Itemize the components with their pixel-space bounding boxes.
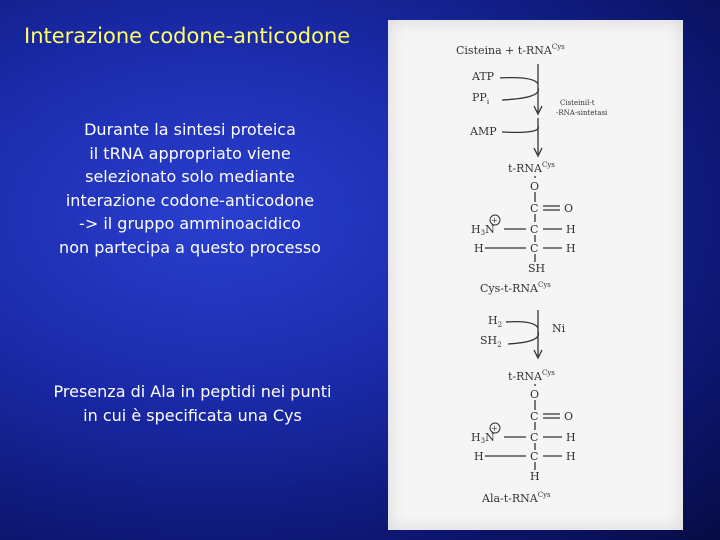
ppi-label: $PP_i$ — [472, 91, 490, 106]
reaction-scheme-svg — [388, 20, 683, 530]
alpha-hydrogen-1: H — [566, 223, 576, 236]
trna-label-1: $t-RNA^{Cys}$ — [508, 161, 555, 175]
explanation-paragraph: Durante la sintesi proteica il tRNA appropriato viene selezionato solo mediante interazione codone-anticodone -> il gruppo amminoacidico non partecipa a questo processo — [59, 120, 321, 257]
beta-carbon-1: C — [530, 242, 539, 255]
atp-label: ATP — [472, 70, 495, 83]
positive-charge-1: + — [491, 216, 498, 225]
atp-curve — [500, 78, 538, 84]
reaction-scheme-figure — [388, 20, 683, 530]
amp-curve — [502, 126, 538, 132]
h2-label: $H_2$ — [488, 314, 503, 329]
h2-curve — [506, 322, 538, 328]
amino-group-1: H3N — [471, 223, 495, 237]
beta-hydrogen-bottom: H — [530, 470, 540, 483]
carbonyl-oxygen-2: O — [564, 410, 574, 423]
ester-oxygen-1: O — [530, 180, 540, 193]
consequence-paragraph: Presenza di Ala in peptidi nei punti in cui è specificata una Cys — [53, 382, 332, 425]
sh2-curve — [508, 332, 538, 344]
alpha-carbon-1: C — [530, 223, 539, 236]
alpha-hydrogen-2: H — [566, 431, 576, 444]
nickel-catalyst-label: Ni — [552, 322, 566, 335]
amino-group-2: H3N — [471, 431, 495, 445]
cys-trna-label: Cys-$t-RNA^{Cys}$ — [480, 281, 551, 295]
beta-carbon-2: C — [530, 450, 539, 463]
positive-charge-2: + — [491, 424, 498, 433]
ala-trna-label: Ala-$t-RNA^{Cys}$ — [482, 491, 551, 505]
amp-label: AMP — [470, 125, 497, 138]
carbonyl-carbon-2: C — [530, 410, 539, 423]
enzyme-label-line1: Cisteinil-t — [560, 99, 595, 107]
beta-hydrogen-left-1: H — [474, 242, 484, 255]
thiol-group: SH — [528, 262, 546, 275]
beta-hydrogen-right-2: H — [566, 450, 576, 463]
beta-hydrogen-right-1: H — [566, 242, 576, 255]
top-reactants-label: Cisteina + $t-RNA^{Cys}$ — [456, 43, 565, 57]
alpha-carbon-2: C — [530, 431, 539, 444]
ester-oxygen-2: O — [530, 388, 540, 401]
carbonyl-carbon-1: C — [530, 202, 539, 215]
slide-title: Interazione codone-anticodone — [24, 24, 351, 48]
carbonyl-oxygen-1: O — [564, 202, 574, 215]
ppi-curve — [502, 88, 538, 100]
beta-hydrogen-left-2: H — [474, 450, 484, 463]
trna-label-2: $t-RNA^{Cys}$ — [508, 369, 555, 383]
enzyme-label-line2: -RNA-sintetasi — [556, 109, 608, 117]
sh2-label: $SH_2$ — [480, 334, 502, 349]
